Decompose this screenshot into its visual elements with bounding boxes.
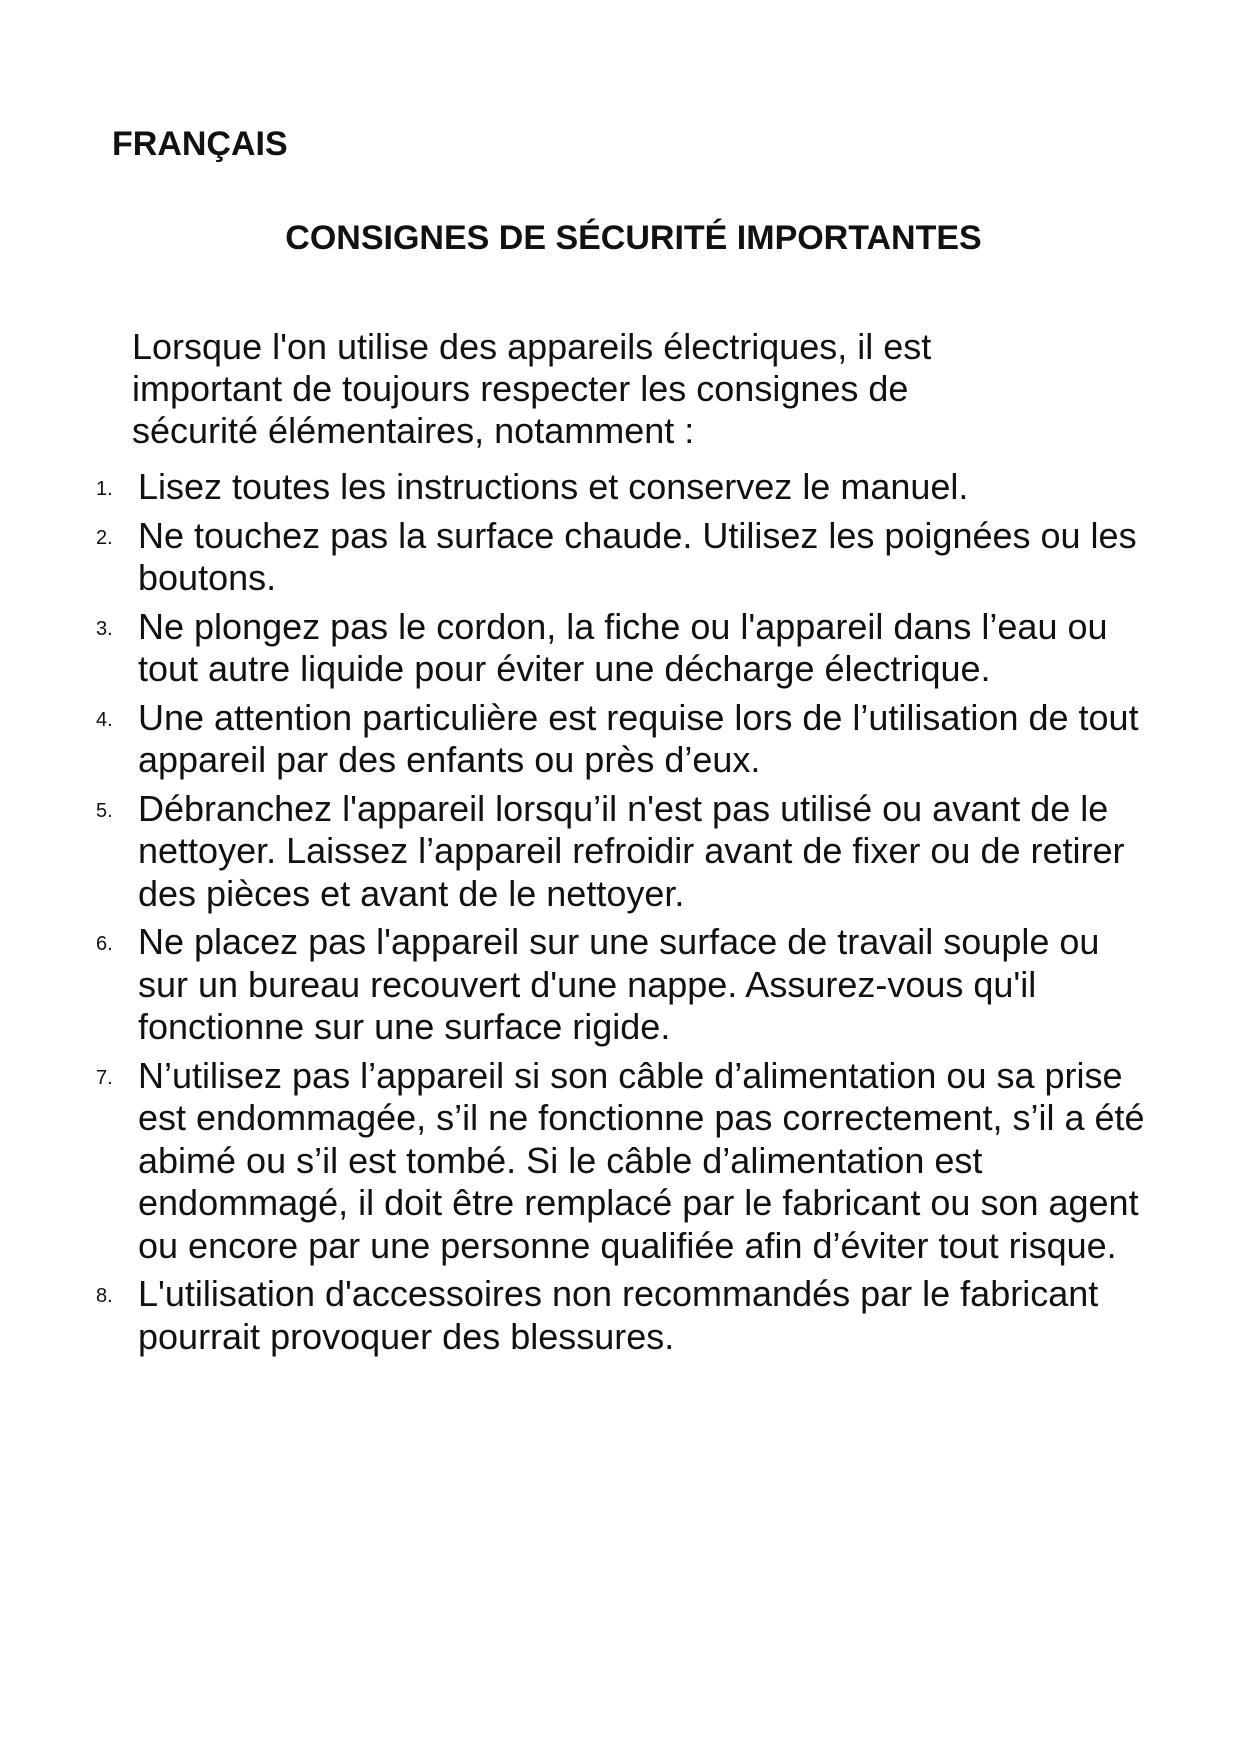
- item-number: 3.: [96, 617, 113, 640]
- list-item: [96, 1273, 1156, 1358]
- list-item: [96, 515, 1156, 600]
- item-text: N’utilisez pas l’appareil si son câble d’alimentation ou sa prise est endommagée, s’il ne fonctionne pas correctement, s’il a été abimé ou s’il est tombé. Si le câble d’alimentation est endommagé, il doit être remplacé par le fabricant ou son agent ou encore par une personne qualifiée afin d’éviter tout risque.: [138, 1054, 1145, 1266]
- list-item: [96, 606, 1156, 691]
- item-text: Ne touchez pas la surface chaude. Utilisez les poignées ou les boutons.: [138, 514, 1137, 598]
- item-text: Débranchez l'appareil lorsqu’il n'est pas utilisé ou avant de le nettoyer. Laissez l’appareil refroidir avant de fixer ou de retirer des pièces et avant de le nettoyer.: [138, 787, 1125, 914]
- item-text: L'utilisation d'accessoires non recommandés par le fabricant pourrait provoquer des blessures.: [138, 1273, 1099, 1357]
- item-number: 5.: [96, 799, 113, 822]
- item-text: Une attention particulière est requise lors de l’utilisation de tout appareil par des enfants ou près d’eux.: [138, 696, 1139, 780]
- list-item: [96, 466, 1156, 509]
- item-number: 2.: [96, 526, 113, 549]
- list-item: [96, 697, 1156, 782]
- page-title: CONSIGNES DE SÉCURITÉ IMPORTANTES: [285, 219, 982, 257]
- item-number: 7.: [96, 1066, 113, 1089]
- item-number: 1.: [96, 478, 113, 500]
- item-text: Ne plongez pas le cordon, la fiche ou l'appareil dans l’eau ou tout autre liquide pour éviter une décharge électrique.: [138, 605, 1108, 689]
- list-item: [96, 788, 1156, 916]
- language-heading: FRANÇAIS: [112, 125, 288, 163]
- item-number: 4.: [96, 708, 113, 731]
- list-item: [96, 1055, 1156, 1268]
- item-text: Ne placez pas l'appareil sur une surface de travail souple ou sur un bureau recouvert d'une nappe. Assurez-vous qu'il fonctionne sur une surface rigide.: [138, 921, 1100, 1047]
- item-number: 6.: [96, 933, 113, 955]
- list-item: [96, 921, 1156, 1049]
- intro-paragraph: Lorsque l'on utilise des appareils électriques, il est important de toujours respecter les consignes de sécurité élémentaires, notamment :: [132, 326, 932, 451]
- safety-instructions-list: [96, 466, 1156, 1364]
- item-number: 8.: [96, 1285, 113, 1307]
- item-text: Lisez toutes les instructions et conservez le manuel.: [138, 466, 969, 507]
